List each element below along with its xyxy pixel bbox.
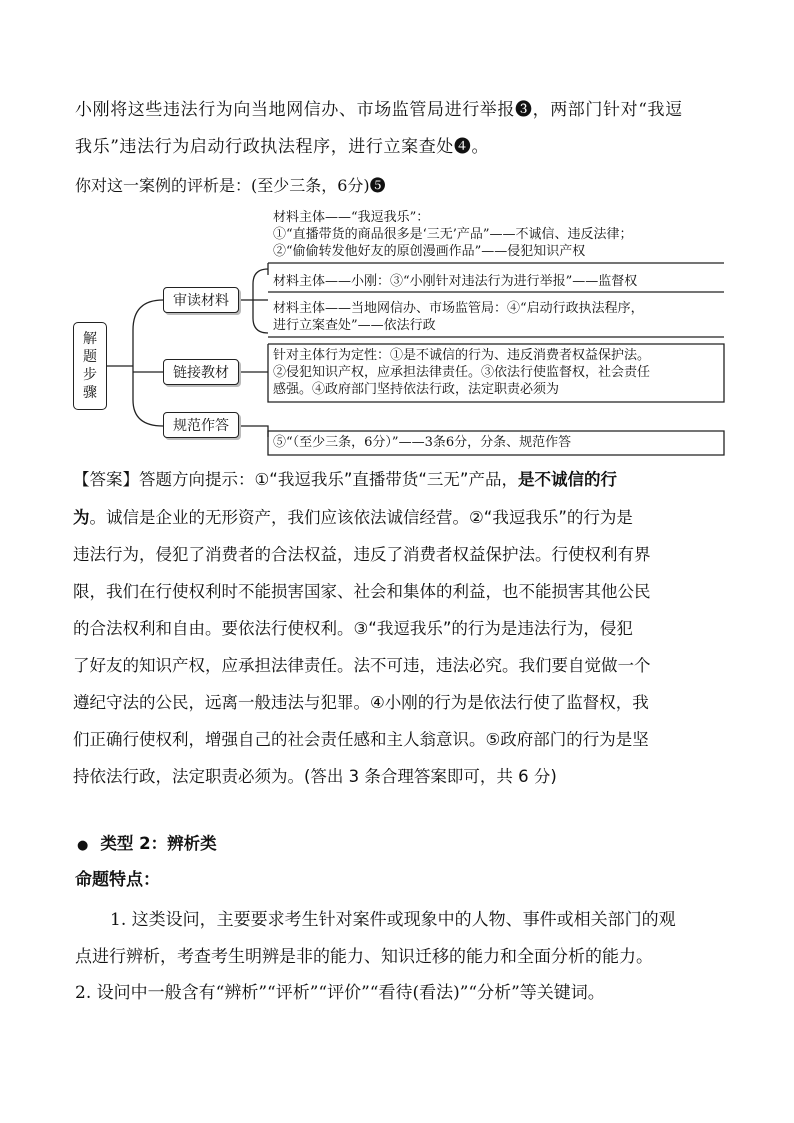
bullet-icon: ●	[77, 838, 89, 853]
note-line: 感强。④政府部门坚持依法行政，法定职责必须为	[273, 382, 560, 397]
answer-line-9: 持依法行政，法定职责必须为。(答出 3 条合理答案即可，共 6 分)	[73, 767, 557, 786]
answer-bold: 是不诚信的行	[517, 470, 617, 489]
feature-paragraph-1-line-2: 点进行辨析，考查考生明辨是非的能力、知识迁移的能力和全面分析的能力。	[75, 947, 653, 967]
note-line: ①“直播带货的商品很多是‘三无’产品”——不诚信、违反法律；	[273, 227, 633, 242]
note-line: 材料主体——“我逗我乐”：	[273, 210, 430, 225]
note-subject-xiaogang: 材料主体——小刚：③“小刚针对违法行为进行举报”——监督权	[273, 274, 638, 289]
note-line: 材料主体——当地网信办、市场监管局：④“启动行政执法程序，	[273, 301, 644, 316]
root-box	[73, 322, 107, 410]
section-heading-text: 类型 2：辨析类	[100, 834, 217, 853]
root-char-3: 步	[83, 367, 97, 383]
root-char-4: 骤	[83, 385, 97, 401]
note-line: ②“偷偷转发他好友的原创漫画作品”——侵犯知识产权	[273, 244, 586, 259]
note-subject-woudou	[273, 209, 633, 260]
root-char-1: 解	[83, 331, 97, 347]
note-line: ②侵犯知识产权，应承担法律责任。③依法行使监督权，社会责任	[273, 365, 651, 380]
answer-bold: 为	[73, 508, 90, 527]
answer-line-3: 违法行为，侵犯了消费者的合法权益，违反了消费者权益保护法。行使权利有界	[73, 545, 651, 564]
answer-line-1	[73, 467, 617, 493]
answer-line-4: 限，我们在行使权利时不能损害国家、社会和集体的利益，也不能损害其他公民	[73, 582, 651, 601]
feature-paragraph-1-line-1: 1. 这类设问，主要要求考生针对案件或现象中的人物、事件或相关部门的观	[110, 910, 676, 930]
note-textbook-link	[273, 347, 650, 398]
note-line: 针对主体行为定性：①是不诚信的行为、违反消费者权益保护法。	[273, 348, 651, 363]
section-subheading: 命题特点：	[75, 870, 160, 890]
note-line: 进行立案查处”——依法行政	[273, 318, 436, 333]
step-link-textbook: 链接教材	[163, 359, 239, 385]
answer-label: 【答案】	[73, 470, 139, 489]
answer-text: 答题方向提示：①“我逗我乐”直播带货“三无”产品，	[139, 470, 518, 489]
step-review-material: 审读材料	[163, 287, 239, 313]
intro-line-2: 我乐”违法行为启动行政执法程序，进行立案查处❹。	[75, 137, 490, 157]
question-line: 你对这一案例的评析是：(至少三条，6分)❺	[75, 176, 386, 195]
answer-line-2	[73, 505, 633, 531]
note-subject-government	[273, 300, 644, 334]
answer-line-5: 的合法权利和自由。要依法行使权利。③“我逗我乐”的行为是违法行为，侵犯	[73, 619, 633, 638]
answer-line-7: 遵纪守法的公民，远离一般违法与犯罪。④小刚的行为是依法行使了监督权，我	[73, 693, 649, 712]
answer-text: 。诚信是企业的无形资产，我们应该依法诚信经营。②“我逗我乐”的行为是	[89, 508, 633, 527]
intro-line-1: 小刚将这些违法行为向当地网信办、市场监管局进行举报❸，两部门针对“我逗	[75, 100, 683, 120]
answer-line-8: 们正确行使权利，增强自己的社会责任感和主人翁意识。⑤政府部门的行为是坚	[73, 730, 649, 749]
section-heading	[77, 831, 217, 859]
root-char-2: 题	[83, 349, 97, 365]
feature-paragraph-2: 2. 设问中一般含有“辨析”“评析”“评价”“看待(看法)”“分析”等关键词。	[75, 983, 605, 1003]
note-standard-answer: ⑤“（至少三条，6分）”——3条6分，分条、规范作答	[273, 435, 572, 450]
answer-line-6: 了好友的知识产权，应承担法律责任。法不可违，违法必究。我们要自觉做一个	[73, 656, 651, 675]
step-standard-answer: 规范作答	[163, 412, 239, 438]
